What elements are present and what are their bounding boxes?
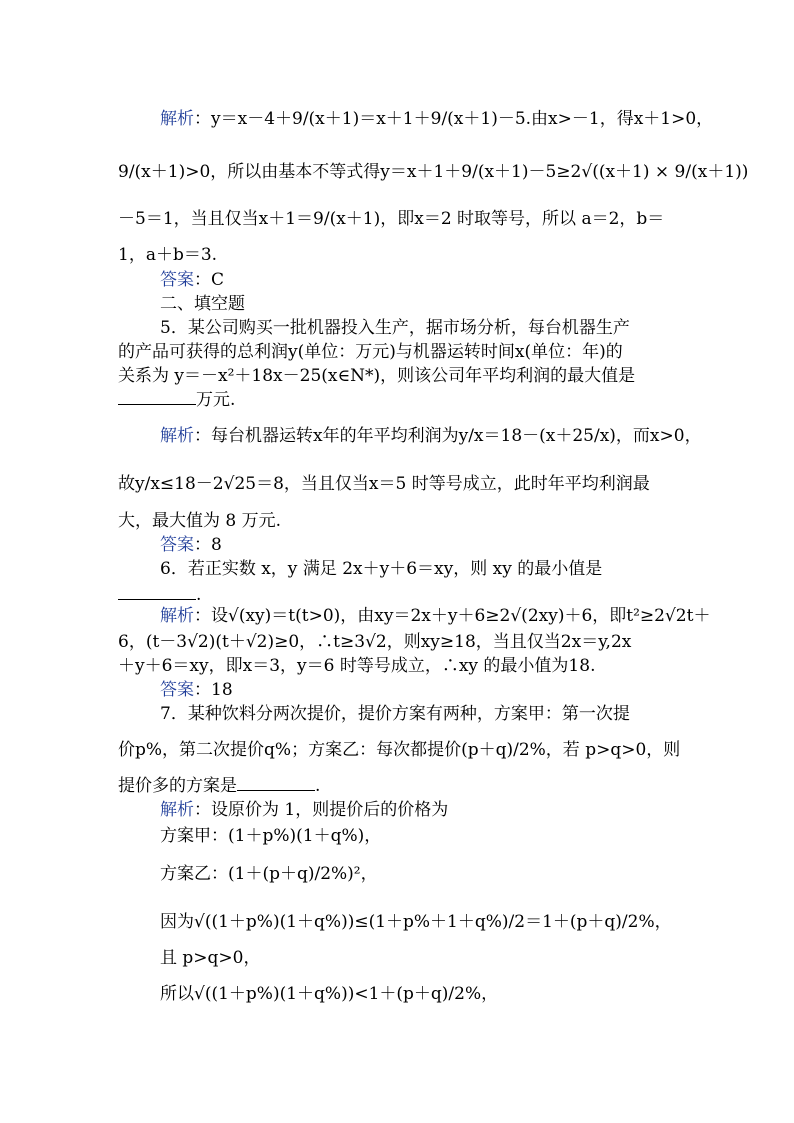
analysis-label: 解析: [160, 109, 194, 129]
line-9: [118, 364, 635, 388]
answer-label: 答案: [160, 680, 194, 700]
line-text: 且 p>q>0，: [160, 948, 261, 968]
line-22: [118, 738, 680, 762]
line-27: [160, 910, 672, 934]
line-10: [118, 388, 235, 412]
line-text: ：每台机器运转x年的年平均利润为y/x＝18－(x＋25/x)，而x>0，: [194, 426, 702, 446]
line-text: 价p%，第二次提价q%；方案乙：每次都提价(p＋q)/2%，若 p>q>0，则: [118, 740, 681, 760]
line-text: 万元.: [196, 390, 236, 410]
line-text: 大，最大值为 8 万元.: [118, 511, 282, 531]
line-15: [160, 557, 602, 581]
line-text: ：y＝x－4＋9/(x＋1)＝x＋1＋9/(x＋1)－5.由x>－1，得x＋1>0，: [194, 109, 714, 129]
line-19: [118, 654, 595, 678]
line-24: [160, 798, 448, 822]
line-text: 6，(t－3√2)(t＋√2)≥0，∴t≥3√2，则xy≥18，当且仅当2x＝y,2x: [118, 632, 632, 652]
line-5: [160, 268, 224, 292]
answer-blank: [118, 583, 196, 600]
line-12: [118, 472, 650, 496]
line-text: 方案甲：(1＋p%)(1＋q%)，: [160, 826, 382, 846]
line-text: 的产品可获得的总利润y(单位：万元)与机器运转时间x(单位：年)的: [118, 342, 623, 362]
line-text: 5．某公司购买一批机器投入生产，据市场分析，每台机器生产: [160, 318, 630, 338]
line-18: [118, 630, 631, 654]
line-text: ：C: [194, 270, 225, 290]
line-14: [160, 533, 222, 557]
line-21: [160, 702, 630, 726]
line-text: 二、填空题: [160, 294, 245, 314]
line-text: 关系为 y＝－x²＋18x－25(x∈N*)，则该公司年平均利润的最大值是: [118, 366, 636, 386]
line-text: .: [196, 585, 202, 605]
line-text: 所以√((1＋p%)(1＋q%))<1＋(p＋q)/2%，: [160, 984, 499, 1004]
line-text: 故y/x≤18－2√25＝8，当且仅当x＝5 时等号成立，此时年平均利润最: [118, 474, 650, 494]
line-text: 1，a＋b＝3.: [118, 245, 218, 265]
line-20: [160, 678, 233, 702]
line-text: ：18: [194, 680, 233, 700]
line-text: 方案乙：(1＋(p＋q)/2%)²，: [160, 864, 378, 884]
line-text: 因为√((1＋p%)(1＋q%))≤(1＋p%＋1＋q%)/2＝1＋(p＋q)/2%，: [160, 912, 672, 932]
line-4: [118, 243, 217, 267]
line-29: [160, 982, 498, 1006]
line-text: 9/(x＋1)>0，所以由基本不等式得y＝x＋1＋9/(x＋1)－5≥2√((x＋1) × 9/(x＋1)): [118, 162, 749, 182]
line-text: 7．某种饮料分两次提价，提价方案有两种，方案甲：第一次提: [160, 704, 630, 724]
line-11: [160, 424, 702, 448]
line-23: 提价多的方案是 .: [118, 776, 321, 796]
section-heading: [160, 292, 245, 316]
analysis-label: 解析: [160, 426, 194, 446]
line-25: [160, 824, 381, 848]
answer-blank: [118, 388, 196, 405]
line-text: ：设√(xy)＝t(t>0)，由xy＝2x＋y＋6≥2√(2xy)＋6，即t²≥2√2t＋: [194, 606, 711, 626]
line-text: 提价多的方案是: [118, 776, 237, 796]
line-7: [160, 316, 630, 340]
line-text: ：8: [194, 535, 222, 555]
line-2: [118, 160, 748, 184]
line-1: [160, 107, 713, 131]
answer-label: 答案: [160, 270, 194, 290]
analysis-label: 解析: [160, 606, 194, 626]
line-28: [160, 946, 260, 970]
line-3: [118, 207, 664, 231]
answer-blank: [237, 774, 315, 791]
line-text: ＋y＋6＝xy，即x＝3，y＝6 时等号成立，∴xy 的最小值为18.: [118, 656, 596, 676]
answer-label: 答案: [160, 535, 194, 555]
line-17: [160, 604, 710, 628]
analysis-label: 解析: [160, 800, 194, 820]
line-text: ：设原价为 1，则提价后的价格为: [194, 800, 449, 820]
line-8: [118, 340, 623, 364]
line-13: [118, 509, 281, 533]
line-text: 6．若正实数 x，y 满足 2x＋y＋6＝xy，则 xy 的最小值是: [160, 559, 603, 579]
line-26: [160, 862, 378, 886]
line-text: －5＝1，当且仅当x＋1＝9/(x＋1)，即x＝2 时取等号，所以 a＝2，b＝: [118, 209, 665, 229]
